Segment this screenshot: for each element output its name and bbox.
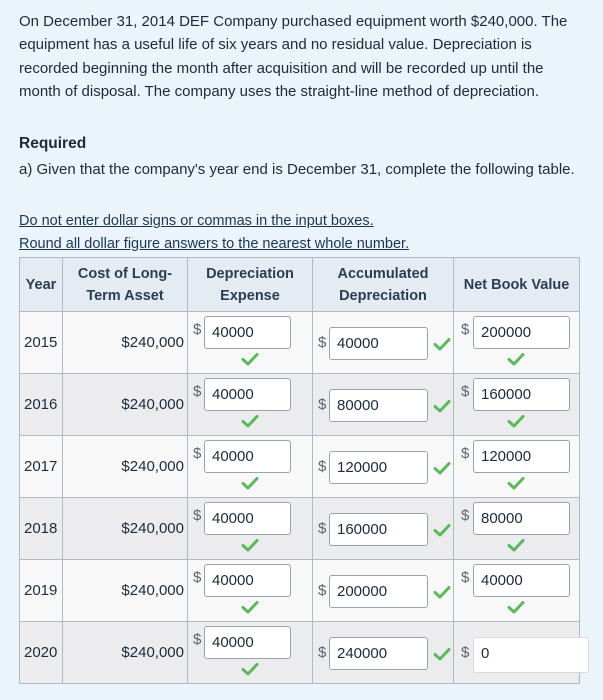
expense-cell [188,312,313,374]
dollar-sign: $ [318,520,327,537]
expense-cell [188,498,313,560]
nbv-input[interactable]: 40000 [473,564,570,597]
check-icon [433,399,451,413]
header-year: Year [20,258,63,312]
table-row [20,374,580,436]
dollar-sign: $ [193,445,202,462]
cost-cell: $240,000 [63,374,188,436]
check-icon [241,538,259,552]
dollar-sign: $ [193,569,202,586]
expense-input[interactable]: 40000 [204,378,291,411]
check-icon [507,538,525,552]
accumulated-cell [313,498,454,560]
required-text: a) Given that the company's year end is December 31, complete the following table. [19,161,575,178]
nbv-cell [454,436,580,498]
year-cell: 2019 [20,560,63,622]
nbv-input[interactable]: 0 [473,637,589,673]
check-icon [433,523,451,537]
table-header-row [20,258,580,312]
dollar-sign: $ [193,383,202,400]
year-cell: 2017 [20,436,63,498]
instruction-no-symbols: Do not enter dollar signs or commas in the input boxes. [19,213,374,229]
year-cell: 2020 [20,622,63,684]
check-icon [241,414,259,428]
dollar-sign: $ [318,396,327,413]
dollar-sign: $ [461,507,470,524]
header-accumulated: Accumulated Depreciation [313,258,454,312]
check-icon [507,476,525,490]
year-cell: 2015 [20,312,63,374]
accumulated-cell [313,312,454,374]
expense-input[interactable]: 40000 [204,316,291,349]
accumulated-cell [313,560,454,622]
check-icon [507,414,525,428]
dollar-sign: $ [461,569,470,586]
nbv-cell [454,622,580,684]
cost-cell: $240,000 [63,622,188,684]
header-cost: Cost of Long-Term Asset [63,258,188,312]
cost-cell: $240,000 [63,498,188,560]
check-icon [433,461,451,475]
expense-cell [188,374,313,436]
check-icon [241,352,259,366]
check-icon [433,337,451,351]
header-nbv: Net Book Value [454,258,580,312]
nbv-input[interactable]: 200000 [473,316,570,349]
check-icon [433,647,451,661]
accumulated-cell [313,436,454,498]
accumulated-input[interactable]: 80000 [329,389,428,422]
nbv-input[interactable]: 80000 [473,502,570,535]
cost-cell: $240,000 [63,312,188,374]
expense-input[interactable]: 40000 [204,502,291,535]
required-heading: Required [19,135,87,152]
dollar-sign: $ [193,631,202,648]
check-icon [241,476,259,490]
depreciation-table [19,257,580,684]
expense-input[interactable]: 40000 [204,626,291,659]
nbv-cell [454,560,580,622]
dollar-sign: $ [318,582,327,599]
table-row [20,498,580,560]
cost-cell: $240,000 [63,436,188,498]
cost-cell: $240,000 [63,560,188,622]
expense-cell [188,622,313,684]
nbv-input[interactable]: 160000 [473,378,570,411]
nbv-cell [454,498,580,560]
accumulated-input[interactable]: 40000 [329,327,428,360]
dollar-sign: $ [318,644,327,661]
dollar-sign: $ [318,458,327,475]
check-icon [241,600,259,614]
expense-cell [188,560,313,622]
table-row [20,560,580,622]
table-row [20,312,580,374]
header-expense: Depreciation Expense [188,258,313,312]
dollar-sign: $ [461,321,470,338]
accumulated-cell [313,374,454,436]
check-icon [241,662,259,676]
accumulated-input[interactable]: 200000 [329,575,428,608]
year-cell: 2016 [20,374,63,436]
dollar-sign: $ [461,644,470,661]
accumulated-input[interactable]: 160000 [329,513,428,546]
check-icon [507,352,525,366]
accumulated-input[interactable]: 120000 [329,451,428,484]
expense-input[interactable]: 40000 [204,564,291,597]
dollar-sign: $ [318,334,327,351]
table-row [20,436,580,498]
nbv-cell [454,312,580,374]
problem-text: On December 31, 2014 DEF Company purchased equipment worth $240,000. The equipment has a useful life of six years and no residual value. Depreciation is recorded beginning the month after acquisition and will be recorded up until the month of disposal. The company uses the straight-line method of depreciation. [19,13,568,101]
dollar-sign: $ [461,383,470,400]
year-cell: 2018 [20,498,63,560]
expense-input[interactable]: 40000 [204,440,291,473]
check-icon [433,585,451,599]
accumulated-cell [313,622,454,684]
dollar-sign: $ [193,507,202,524]
dollar-sign: $ [193,321,202,338]
nbv-input[interactable]: 120000 [473,440,570,473]
dollar-sign: $ [461,445,470,462]
expense-cell [188,436,313,498]
instruction-rounding: Round all dollar figure answers to the nearest whole number. [19,236,410,252]
table-row [20,622,580,684]
nbv-cell [454,374,580,436]
accumulated-input[interactable]: 240000 [329,637,428,670]
check-icon [507,600,525,614]
